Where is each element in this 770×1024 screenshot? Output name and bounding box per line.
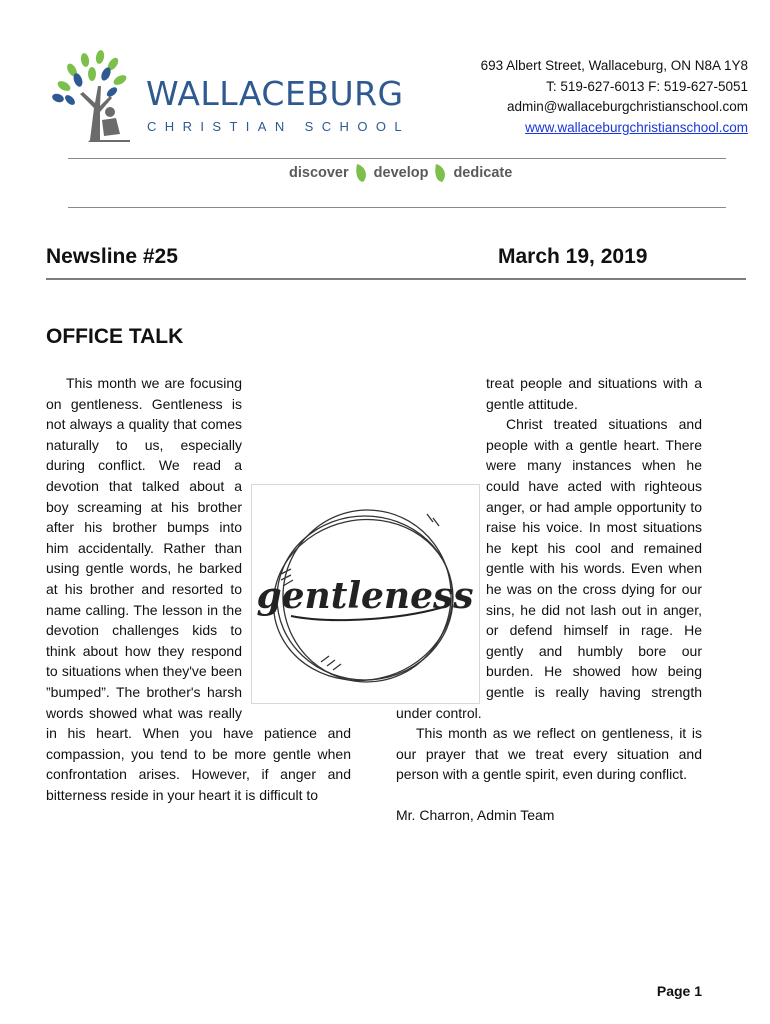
article-paragraph: Christ treated situations and people with a gentle heart. There were many instances when he could have acted with righteous anger, or had ample opportunity to raise his voice. In most situations he kept his cool and remained gentle with his words. Even when he was on the cross dying for our sins, he did not lash out in anger, or defend himself in rage. He gently and humbly bore our burden. He showed how being gentle is really having strength under control. (396, 416, 702, 721)
leaf-icon (434, 163, 447, 183)
header-rule-top (68, 158, 726, 159)
phone-fax: T: 519-627-6013 F: 519-627-5051 (546, 78, 748, 94)
address: 693 Albert Street, Wallaceburg, ON N8A 1Y8 (480, 58, 748, 73)
article-paragraph: This month as we reflect on gentleness, it is our prayer that we treat every situation and person with a gentle spirit, even during conflict. (396, 725, 702, 783)
motto-develop: develop (373, 165, 429, 181)
gentleness-image (251, 484, 480, 704)
signature: Mr. Charron, Admin Team (396, 806, 555, 823)
tree-reader-icon (50, 50, 145, 145)
contact-info (481, 56, 748, 138)
article-paragraph: treat people and situations with a gentle attitude. (486, 375, 702, 412)
newsletter-issue: Newsline #25 (46, 245, 178, 268)
school-subtitle: CHRISTIAN SCHOOL (147, 119, 410, 134)
article-paragraph: This month we are focusing on gentleness. Gentleness is not always a quality that comes naturally to us, especially during conflict. We read a devotion that talked about a boy screaming at his brother after his brother bumps into him accidentally. Rather than using gentle words, he barked at his brother and resorted to name calling. The lesson in the devotion challenges kids to think about how they respond to situations when they've been ”bumped”. The brother's harsh words showed what was really in his heart. When you have patience and compassion, you tend to be more gentle when confrontation arises. However, if anger and bitterness reside in your heart it is difficult to (46, 375, 351, 803)
motto-discover: discover (289, 165, 349, 181)
header-rule-bottom (68, 207, 726, 208)
section-heading: OFFICE TALK (46, 325, 184, 348)
motto-dedicate: dedicate (453, 165, 513, 181)
page-number: Page 1 (656, 983, 702, 999)
motto (289, 163, 512, 183)
website-link[interactable]: www.wallaceburgchristianschool.com (525, 119, 748, 135)
school-name: WALLACEBURG (146, 74, 404, 113)
email: admin@wallaceburgchristianschool.com (506, 99, 748, 114)
leaf-icon (355, 163, 368, 183)
title-rule (46, 278, 746, 280)
school-logo (50, 50, 410, 145)
gentleness-word: gentleness (256, 575, 474, 617)
newsletter-date: March 19, 2019 (498, 245, 648, 268)
